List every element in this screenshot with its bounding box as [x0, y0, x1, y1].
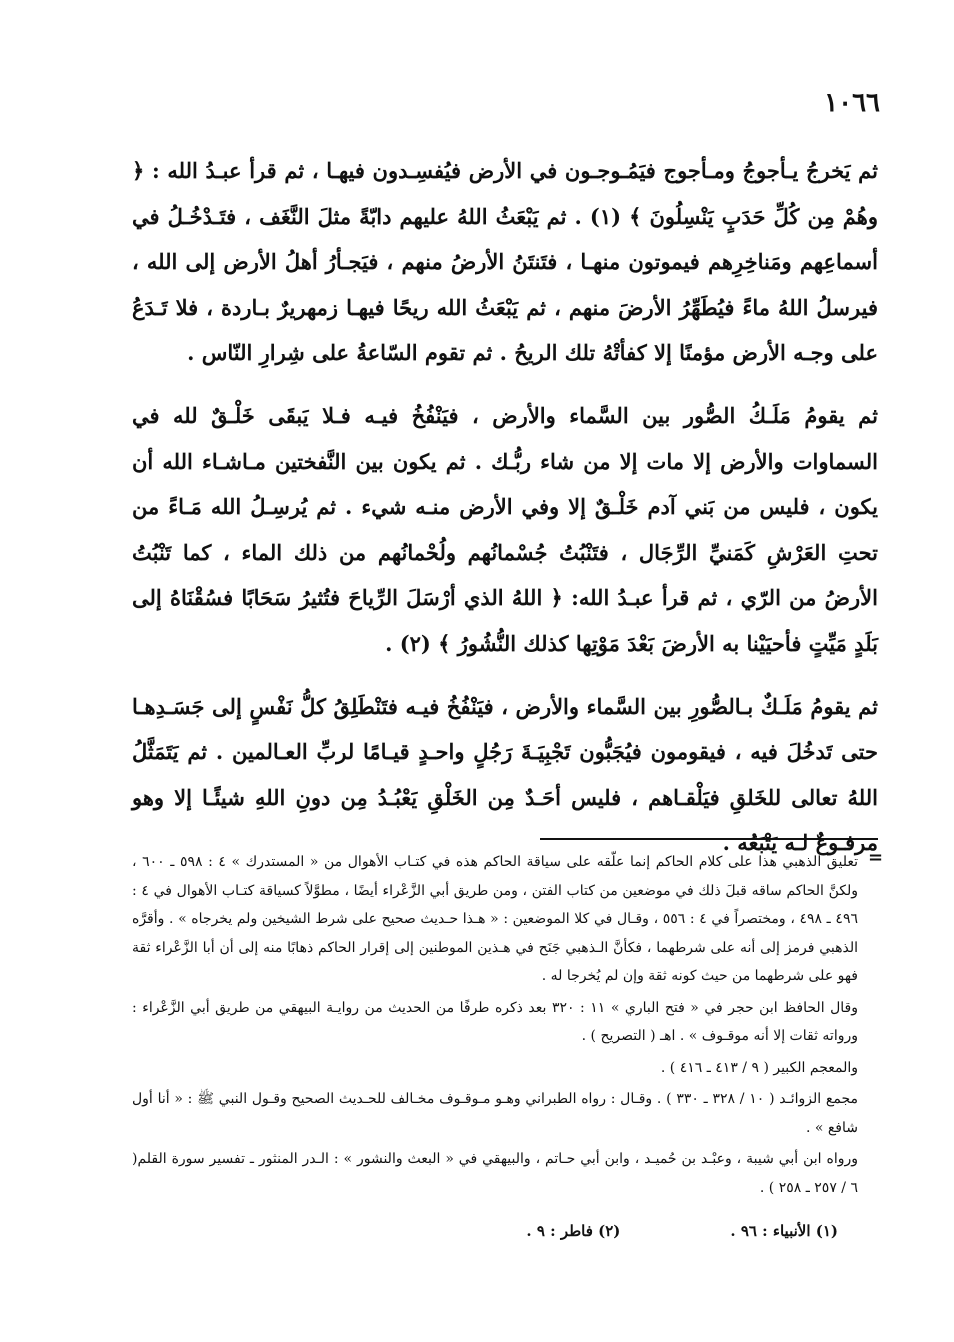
footnote: وقال الحافظ ابن حجر في « فتح الباري » ١١ : ٣٢٠ بعد ذكره طرفًا من الحديث من روايـة البيهقي من طريق أبي الزَّعْراء : ورواته ثقات إلا أنه موقـوف » . اهـ ( التصريح ) .: [132, 999, 858, 1044]
paragraph: ثم يقومُ مَلَـكُ الصُّور بين السَّماء والأرض ، فيَنْفُخُ فيـه فـلا يَبقَى خَلْـقٌ لله في السماوات والأرض إلا مات إلا من شاء ربُّـك . ثم يكون بين النَّفختين مـاشـاء الله أن يكون ، فليس من بَني آدم خَلْـقٌ إلا وفي الأرض منـه شيء . ثم يُرسِـلُ الله مَـاءً من تحتِ العَرْشِ كَمَنيِّ الرِّجَال ، فتَنْبُتُ جُسْمانُهم ولُحْمانُهم من ذلك الماء ، كما تَنْبُتُ الأرضُ من الرّي ، ثم قرأ عبـدُ الله: ﴿ اللهُ الذي أرْسَلَ الرِّياحَ فتُثيرُ سَحَابًا فسُقْنَاهُ إلى بَلَدٍ مَيِّتٍ فأحيَيْنا به الأرضَ بَعْدَ مَوْتِها كذلك النُّشُورُ ﴾ (٢) .: [132, 402, 878, 656]
footnote: مجمع الزوائـد ( ١٠ / ٣٢٨ ـ ٣٣٠ ) . وقـال : رواه الطبراني وهـو مـوقـوف مخـالف للحـديث الصحيح وقـول النبي ﷺ : « أنا أول شافع » .: [132, 1091, 858, 1136]
footnote: تعليق الذهبي هذا على كلام الحاكم إنما علّقه على سياقة الحاكم هذه في كتـاب الأهوال من « المستدرك » ٤ : ٥٩٨ ـ ٦٠٠ ، ولكنَّ الحاكم ساقه قبلَ ذلك في موضعين من كتاب الفتن ، ومن طريق أبي الزَّعْراء أيضًا ، مطوَّلاً كسياقة كتـاب الأهوال في ٤ : ٤٩٦ ـ ٤٩٨ ، ومختصراً في ٤ : ٥٥٦ ، وقـال في كلا الموضعين : « هـذا حـديث صحيح على شرط الشيخين ولم يخرجاه » . وأقرَّه الذهبي فرمز إلى أنه على شرطهما ، فكأنَّ الـذهبي جَنَح في هـذين الموطنين إلى إقرار الحاكم ذهابًا منه إلى أن أبا الزَّعْراء ثقة فهو على شرطهما من حيث كونه ثقة وإن لم يُخرجا له .: [132, 854, 858, 984]
paragraph: ثم يَخرجُ يـأجوجُ ومـأجوج فيَمُـوجـون في الأرض فيُفسِـدون فيهـا ، ثم قرأ عبـدُ الله : ﴿ وهُمْ مِن كُلِّ حَدَبٍ يَنْسِلُونَ ﴾ (١) . ثم يَبْعَثُ اللهُ عليهم دابّةً مثلَ النَّغَف ، فتَـدْخُـلُ في أسماعِهم ومَناخِرِهم فيموتون منهـا ، فتَنتَنُ الأرضُ منهم ، فيَجـأرُ أهلُ الأرض إلى الله ، فيرسلُ اللهُ ماءً فيُطَهِّرُ الأرضَ منهم ، ثم يَبْعَثُ الله ريحًا فيهـا زمهريرٌ بـاردة ، فلا تَـدَعُ على وجـه الأرض مؤمنًا إلا كفأتْهُ تلك الريحُ . ثم تقوم السّاعةُ على شِرارِ النّاس .: [132, 158, 878, 366]
main-text: [132, 148, 878, 883]
paragraph: ثم يقومُ مَلَـكٌ بـالصُّورِ بين السَّماء والأرض ، فيَنْفُخُ فيـه فتَنْطَلِقُ كلُّ نَفْسٍ إلى جَسَـدِهـا حتى تَدخُلَ فيه ، فيقومون فيُجَبُّون تَجْبِيَـةَ رَجُلٍ واحـدٍ قيـامًا لربِّ العـالمين . ثم يَتَمَثَّلُ اللهُ تعالى للخَلقِ فيَلْقـاهم ، فليس أحَـدٌ مِن الخَلْقِ يَعْبُـدُ مِن دونِ اللهِ شيئًـا إلا وهو مرفـوعٌ لـه يَتْبَعُه .: [132, 693, 878, 856]
footnote-continuation-mark: =: [868, 847, 884, 868]
reference-2: (٢) فاطر : ٩ .: [526, 1222, 621, 1240]
footnotes: [132, 848, 858, 1205]
footnote: والمعجم الكبير ( ٩ / ٤١٣ ـ ٤١٦ ) .: [660, 1059, 858, 1076]
page-number: ١٠٦٦: [824, 88, 880, 118]
footnote: ورواه ابن أبي شيبة ، وعبْـد بن حُميـد ، وابن أبي حـاتم ، والبيهقي في « البعث والنشور » : الـدر المنثور ـ تفسير سورة القلم( ٦ / ٢٥٧ ـ ٢٥٨ ) .: [132, 1151, 858, 1196]
reference-1: (١) الأنبياء : ٩٦ .: [730, 1222, 838, 1240]
quran-references: [380, 1222, 838, 1240]
footnote-divider: [540, 838, 878, 840]
